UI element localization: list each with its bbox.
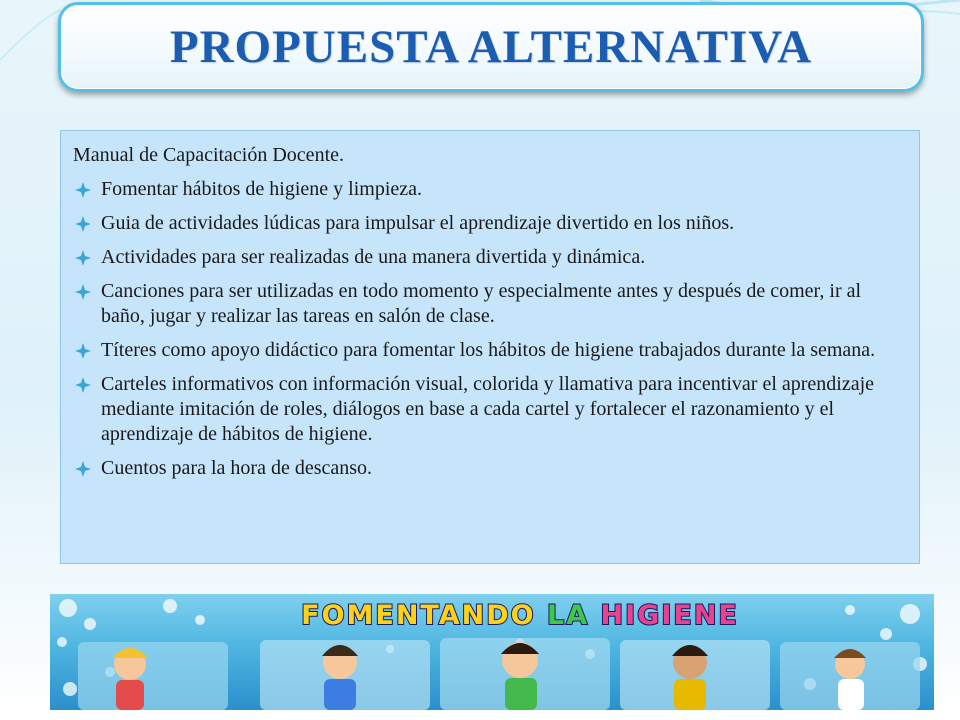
diamond-bullet-icon bbox=[75, 250, 91, 266]
list-item bbox=[73, 372, 907, 447]
list-item bbox=[73, 338, 907, 363]
intro-text: Manual de Capacitación Docente. bbox=[73, 144, 344, 166]
hygiene-banner-image bbox=[50, 594, 934, 710]
diamond-bullet-icon bbox=[75, 284, 91, 300]
bullet-text: Títeres como apoyo didáctico para fomentar los hábitos de higiene trabajados durante la semana. bbox=[101, 339, 876, 361]
banner-title bbox=[220, 598, 820, 632]
banner-title-text bbox=[301, 600, 739, 631]
content-box bbox=[60, 130, 920, 564]
list-item bbox=[73, 456, 907, 481]
diamond-bullet-icon bbox=[75, 182, 91, 198]
list-item bbox=[73, 245, 907, 270]
bullet-text: Actividades para ser realizadas de una manera divertida y dinámica. bbox=[101, 246, 646, 268]
list-item bbox=[73, 177, 907, 202]
bullet-text: Guia de actividades lúdicas para impulsar el aprendizaje divertido en los niños. bbox=[101, 212, 735, 234]
banner-word-2: LA bbox=[547, 599, 590, 631]
bullet-text: Fomentar hábitos de higiene y limpieza. bbox=[101, 178, 423, 200]
bullet-list bbox=[73, 177, 907, 481]
list-item bbox=[73, 211, 907, 236]
bullet-text: Cuentos para la hora de descanso. bbox=[101, 457, 373, 479]
diamond-bullet-icon bbox=[75, 343, 91, 359]
diamond-bullet-icon bbox=[75, 461, 91, 477]
diamond-bullet-icon bbox=[75, 216, 91, 232]
title-banner bbox=[58, 2, 924, 92]
diamond-bullet-icon bbox=[75, 377, 91, 393]
bullet-text: Carteles informativos con información visual, colorida y llamativa para incentivar el aprendizaje mediante imitación de roles, diálogos en base a cada cartel y fortalecer el razonamiento y el aprendizaje de hábitos de higiene. bbox=[101, 373, 875, 445]
slide-title: PROPUESTA ALTERNATIVA bbox=[169, 21, 813, 73]
list-item bbox=[73, 279, 907, 329]
bullet-text: Canciones para ser utilizadas en todo momento y especialmente antes y después de comer, ir al baño, jugar y realizar las tareas en salón de clase. bbox=[101, 280, 862, 327]
banner-word-3: HIGIENE bbox=[600, 599, 739, 631]
banner-word-1: FOMENTANDO bbox=[301, 599, 536, 631]
